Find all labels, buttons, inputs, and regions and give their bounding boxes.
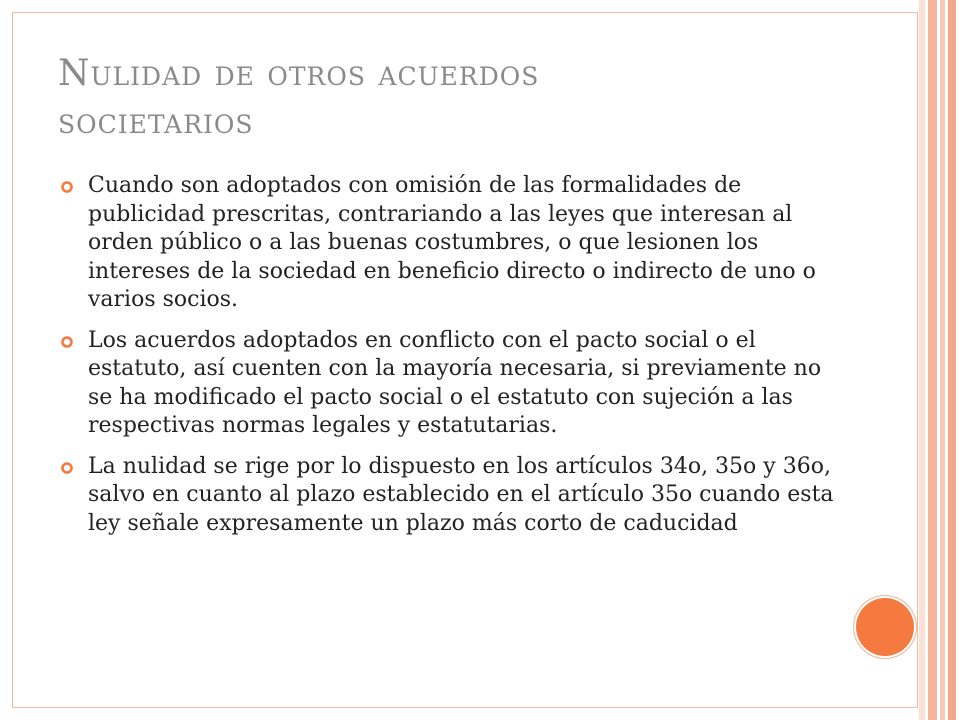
stripe xyxy=(940,0,945,720)
stripe xyxy=(928,0,937,720)
bullet-text: La nulidad se rige por lo dispuesto en los artículos 34o, 35o y 36o, salvo en cuanto al plazo establecido en el artículo 35o cuando esta ley señale expresamente un plazo más corto de caducidad xyxy=(88,453,834,536)
decorative-stripes xyxy=(919,0,960,720)
circle-ring-icon xyxy=(60,180,74,194)
circle-ring-icon xyxy=(60,461,74,475)
title-line-1: Nulidad de otros acuerdos xyxy=(58,53,540,94)
list-item xyxy=(60,172,840,315)
list-item xyxy=(60,453,840,539)
bullet-list xyxy=(60,172,840,550)
stripe xyxy=(948,0,956,720)
list-item xyxy=(60,327,840,441)
stripe xyxy=(919,0,925,720)
orange-dot xyxy=(856,598,914,656)
title-line-2: societarios xyxy=(58,101,254,142)
slide-title xyxy=(58,50,858,146)
bullet-text: Los acuerdos adoptados en conflicto con el pacto social o el estatuto, así cuenten con la mayoría necesaria, si previamente no se ha modificado el pacto social o el estatuto con sujeción a las respectivas normas legales y estatutarias. xyxy=(88,327,822,438)
bullet-text: Cuando son adoptados con omisión de las formalidades de publicidad prescritas, contrariando a las leyes que interesan al orden público o a las buenas costumbres, o que lesionen los intereses de la sociedad en beneficio directo o indirecto de uno o varios socios. xyxy=(88,173,816,312)
circle-ring-icon xyxy=(60,335,74,349)
